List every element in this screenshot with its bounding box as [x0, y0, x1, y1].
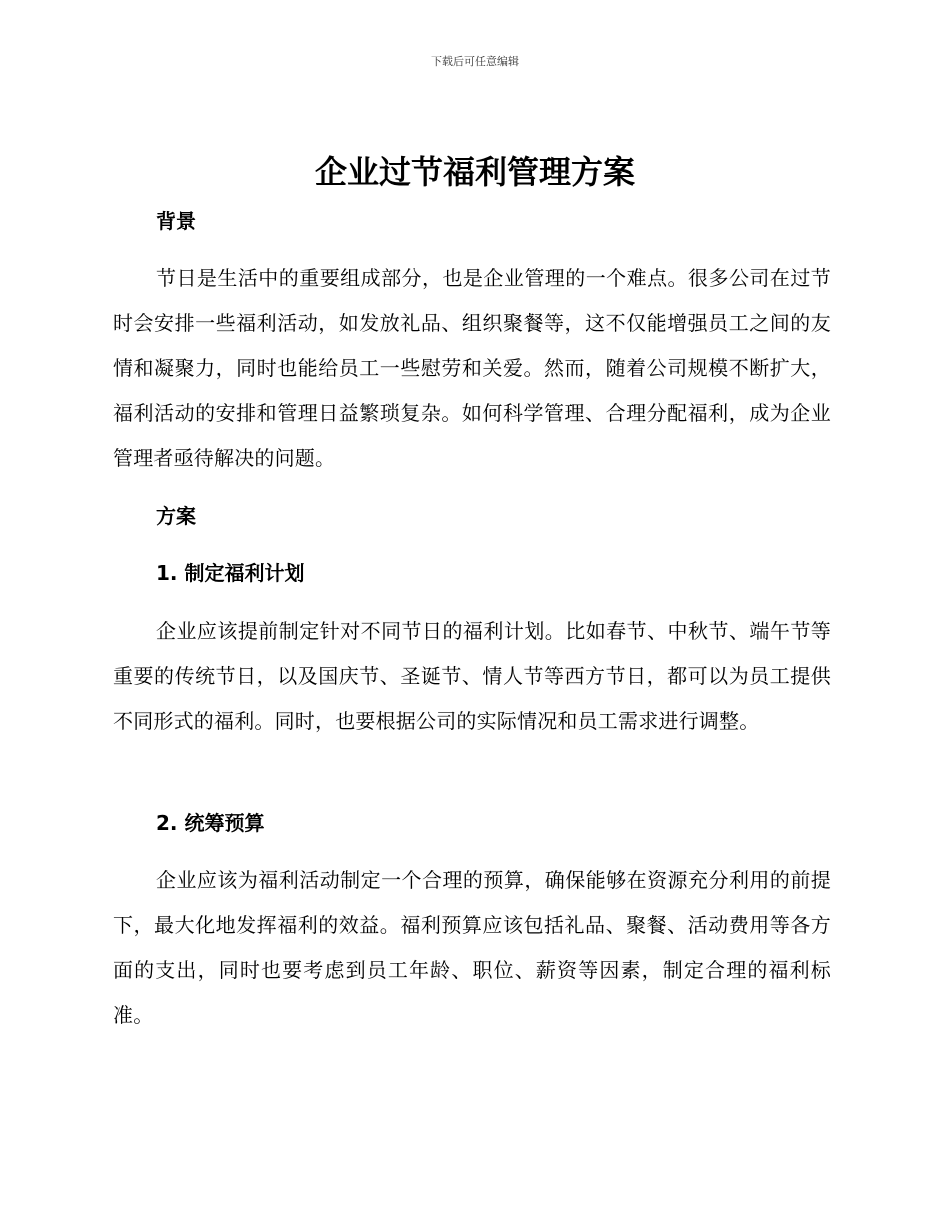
- plan-heading: 方案: [156, 504, 196, 528]
- section2-heading: 2. 统筹预算: [156, 811, 265, 835]
- section1-paragraph: 企业应该提前制定针对不同节日的福利计划。比如春节、中秋节、端午节等重要的传统节日，以及国庆节、圣诞节、情人节等西方节日，都可以为员工提供不同形式的福利。同时，也要根据公司的实际情况和员工需求进行调整。: [113, 619, 831, 733]
- background-paragraph: 节日是生活中的重要组成部分，也是企业管理的一个难点。很多公司在过节时会安排一些福利活动，如发放礼品、组织聚餐等，这不仅能增强员工之间的友情和凝聚力，同时也能给员工一些慰劳和关爱。然而，随着公司规模不断扩大，福利活动的安排和管理日益繁琐复杂。如何科学管理、合理分配福利，成为企业管理者亟待解决的问题。: [113, 266, 831, 470]
- section2-paragraph: 企业应该为福利活动制定一个合理的预算，确保能够在资源充分利用的前提下，最大化地发挥福利的效益。福利预算应该包括礼品、聚餐、活动费用等各方面的支出，同时也要考虑到员工年龄、职位、薪资等因素，制定合理的福利标准。: [113, 868, 831, 1027]
- section1-heading: 1. 制定福利计划: [156, 561, 305, 585]
- document-title: 企业过节福利管理方案: [314, 153, 635, 191]
- header-note: 下载后可任意编辑: [431, 55, 519, 68]
- background-heading: 背景: [156, 209, 196, 233]
